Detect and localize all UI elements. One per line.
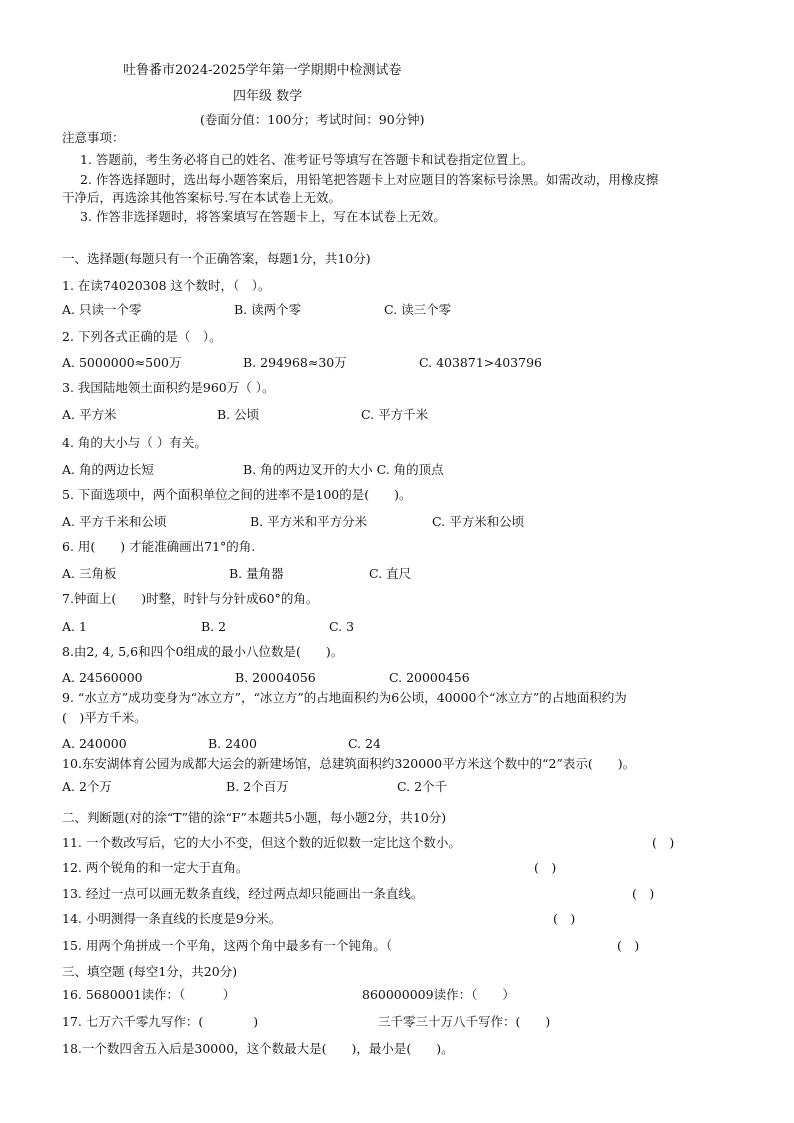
notice-item: 1. 答题前，考生务必将自己的姓名、准考证号等填写在答题卡和试卷指定位置上。 (80, 152, 534, 167)
judge-question: 14. 小明测得一条直线的长度是9分米。 (62, 911, 282, 926)
notice-item: 3. 作答非选择题时，将答案填写在答题卡上，写在本试卷上无效。 (80, 209, 446, 224)
option: B. 平方米和平方分米 (250, 514, 368, 529)
question: 7.钟面上( )时整，时针与分针成60°的角。 (62, 591, 319, 606)
fill-question: 860000009读作：（ ） (362, 987, 515, 1002)
question: 8.由2, 4, 5,6和四个0组成的最小八位数是( )。 (62, 644, 344, 659)
question: 1. 在读74020308 这个数时，（ ）。 (62, 278, 271, 293)
question: 3. 我国陆地领土面积约是960万（ ）。 (62, 380, 275, 395)
option: C. 平方米和公顷 (432, 514, 525, 529)
option: B. 2400 (208, 736, 257, 751)
question: 2. 下列各式正确的是（ ）。 (62, 329, 222, 344)
section-heading: 一、选择题(每题只有一个正确答案，每题1分，共10分) (62, 251, 371, 266)
option: B. 读两个零 (234, 302, 302, 317)
option: C. 平方千米 (361, 407, 429, 422)
option: A. 只读一个零 (62, 302, 142, 317)
option: B. 294968≈30万 (243, 355, 347, 370)
option: C. 403871>403796 (419, 355, 542, 370)
option: A. 平方米 (62, 407, 117, 422)
question: 10.东安湖体育公园为成都大运会的新建场馆，总建筑面积约320000平方米这个数中的“2”表示( )。 (62, 756, 636, 771)
notice-item: 2. 作答选择题时，选出每小题答案后，用铅笔把答题卡上对应题目的答案标号涂黑。如需改动，用橡皮擦 (80, 172, 659, 187)
option: A. 2个万 (62, 779, 112, 794)
option: C. 3 (329, 619, 355, 634)
option: A. 240000 (62, 736, 127, 751)
fill-question: 17. 七万六千零九写作：( ) (62, 1014, 259, 1029)
exam-meta: (卷面分值：100分；考试时间：90分钟) (200, 112, 425, 127)
option: A. 1 (62, 619, 87, 634)
question: 6. 用( ) 才能准确画出71°的角. (62, 539, 256, 554)
judge-question: 11. 一个数改写后，它的大小不变，但这个数的近似数一定比这个数小。 (62, 835, 461, 850)
option: B. 2个百万 (226, 779, 289, 794)
fill-question: 18.一个数四舍五入后是30000，这个数最大是( )，最小是( )。 (62, 1041, 454, 1056)
option: A. 24560000 (62, 670, 143, 685)
option: A. 三角板 (62, 566, 117, 581)
judge-question: 13. 经过一点可以画无数条直线，经过两点却只能画出一条直线。 (62, 886, 424, 901)
exam-subtitle: 四年级 数学 (233, 89, 303, 104)
answer-paren: ( ) (553, 911, 576, 926)
section-heading: 二、判断题(对的涂“T”错的涂“F”本题共5小题，每小题2分，共10分) (62, 810, 447, 825)
option: A. 角的两边长短 (62, 462, 154, 477)
option: C. 读三个零 (384, 302, 452, 317)
option: C. 直尺 (369, 566, 412, 581)
option: A. 5000000≈500万 (62, 355, 182, 370)
option: B. 公顷 (217, 407, 260, 422)
answer-paren: ( ) (617, 938, 640, 953)
option: C. 20000456 (389, 670, 470, 685)
section-heading: 三、填空题 (每空1分，共20分) (62, 964, 238, 979)
fill-question: 16. 5680001读作：（ ） (62, 987, 236, 1002)
judge-question: 15. 用两个角拼成一个平角，这两个角中最多有一个钝角。（ (62, 938, 393, 953)
option: B. 角的两边叉开的大小 C. 角的顶点 (243, 462, 444, 477)
option: C. 2个千 (397, 779, 448, 794)
option: C. 24 (348, 736, 381, 751)
option: B. 2 (201, 619, 227, 634)
option: B. 量角器 (229, 566, 284, 581)
exam-title: 吐鲁番市2024-2025学年第一学期期中检测试卷 (123, 63, 402, 78)
answer-paren: ( ) (652, 835, 675, 850)
option: B. 20004056 (235, 670, 316, 685)
question: 5. 下面选项中，两个面积单位之间的进率不是100的是( )。 (62, 487, 412, 502)
answer-paren: ( ) (632, 886, 655, 901)
notice-heading: 注意事项： (62, 130, 125, 145)
fill-question: 三千零三十万八千写作：( ) (378, 1014, 551, 1029)
question: ( )平方千米。 (62, 710, 147, 725)
judge-question: 12. 两个锐角的和一定大于直角。 (62, 860, 249, 875)
notice-item: 干净后，再选涂其他答案标号.写在本试卷上无效。 (62, 190, 341, 205)
question: 9. “水立方”成功变身为“冰立方”，“冰立方”的占地面积约为6公顷，40000个“冰立方”的占地面积约为 (62, 690, 627, 705)
option: A. 平方千米和公顷 (62, 514, 167, 529)
question: 4. 角的大小与（ ）有关。 (62, 435, 207, 450)
answer-paren: ( ) (534, 860, 557, 875)
